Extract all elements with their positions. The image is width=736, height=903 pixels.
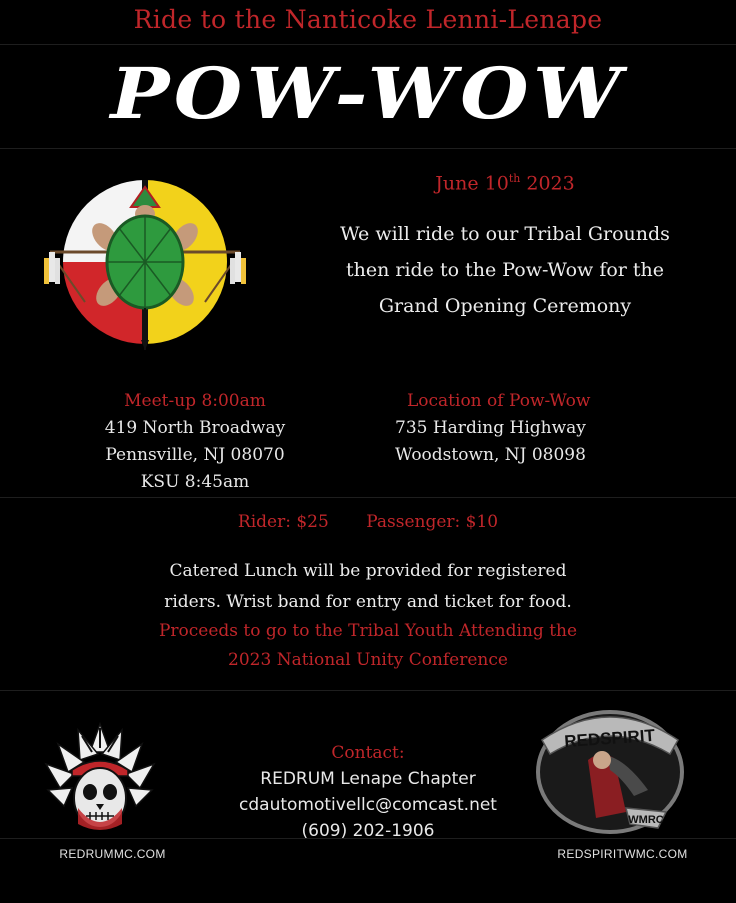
turtle-medicine-wheel-icon (38, 165, 253, 360)
top-title: Ride to the Nanticoke Lenni-Lenape (133, 5, 603, 34)
proceeds-line: Proceeds to go to the Tribal Youth Attending the (158, 621, 578, 641)
contact-label: Contact: (331, 743, 405, 763)
intro-line: then ride to the Pow-Wow for the (345, 259, 665, 281)
passenger-price: Passenger: $10 (366, 512, 499, 532)
redspirit-website-link[interactable]: REDSPIRITWMC.COM (557, 847, 688, 861)
prices-row (0, 512, 736, 532)
contact-block (180, 740, 556, 844)
meetup-address-line2: Pennsville, NJ 08070 (105, 445, 285, 465)
contact-email[interactable]: cdautomotivellc@comcast.net (239, 795, 497, 815)
redspirit-wmrc-patch-logo (530, 700, 690, 840)
intro-text (330, 216, 680, 324)
date-year: 2023 (526, 172, 575, 195)
patch-title-text: REDSPIRIT (563, 725, 656, 752)
rider-price: Rider: $25 (237, 512, 329, 532)
date-prefix: June 10 (435, 172, 509, 195)
location-label: Location of Pow-Wow (407, 391, 591, 411)
location-block (395, 388, 625, 469)
redrum-website-link[interactable]: REDRUMMC.COM (59, 847, 166, 861)
meetup-block (85, 388, 305, 496)
lunch-line: riders. Wrist band for entry and ticket for food. (164, 592, 572, 612)
location-address-line2: Woodstown, NJ 08098 (395, 445, 586, 465)
intro-line: We will ride to our Tribal Grounds (340, 223, 670, 245)
event-date (380, 172, 630, 194)
redrum-chief-skull-logo (38, 712, 163, 837)
date-suffix: th (508, 172, 521, 185)
lunch-info (100, 556, 636, 618)
location-address-line1: 735 Harding Highway (395, 418, 586, 438)
contact-phone[interactable]: (609) 202-1906 (301, 821, 435, 841)
proceeds-info (100, 617, 636, 675)
main-title: POW-WOW (110, 52, 626, 135)
lunch-line: Catered Lunch will be provided for registered (169, 561, 567, 581)
intro-line: Grand Opening Ceremony (378, 295, 632, 317)
meetup-address-line1: 419 North Broadway (104, 418, 286, 438)
meetup-ksu: KSU 8:45am (140, 472, 250, 492)
patch-wmrc-text: WMRC (628, 814, 664, 826)
meetup-label: Meet-up 8:00am (124, 391, 266, 411)
contact-name: REDRUM Lenape Chapter (260, 769, 476, 789)
proceeds-line: 2023 National Unity Conference (228, 650, 508, 670)
